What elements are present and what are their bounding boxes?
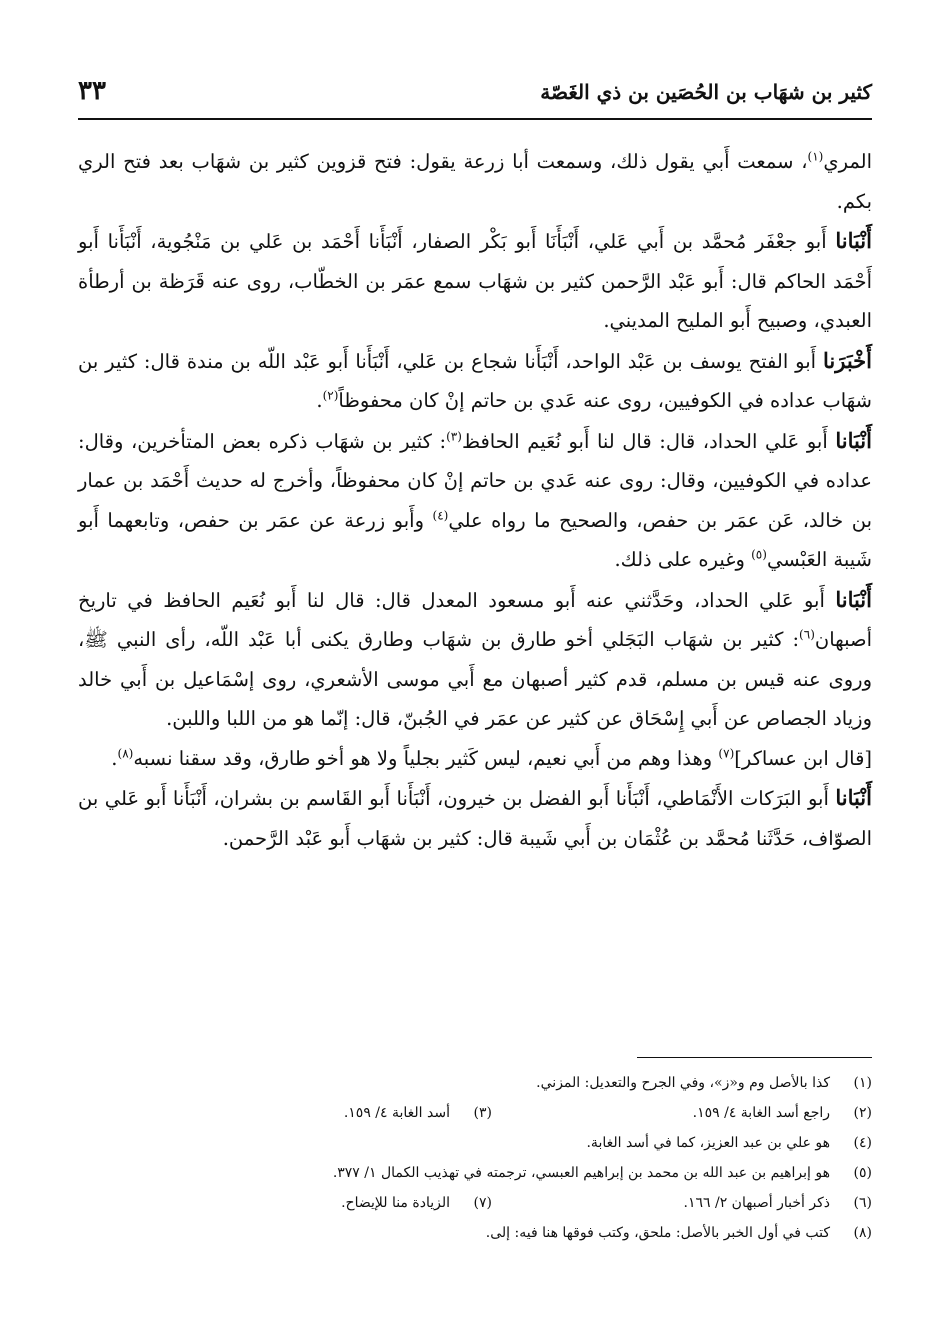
paragraph bbox=[78, 739, 872, 779]
text-run: أَبو عَلي الحداد، وحَدَّثني عنه أَبو مسعود المعدل قال: قال لنا أَبو نُعَيم الحافظ في تاريخ أصبهان bbox=[78, 588, 872, 651]
footnote-marker: (٦) bbox=[799, 627, 815, 642]
footnote-number: (٤) bbox=[853, 1135, 872, 1151]
text-run: أَبو جعْفَر مُحمَّد بن أَبي عَلي، أَنْبَأَنَا أَبو بَكْر الصفار، أَنْبَأَنا أَحْمَد بن عَلي بن مَنْجُوية، أَنْبَأَنا أَبو أَحْمَد الحاكم قال: أَبو عَبْد الرَّحمن كثير بن شهَاب سمع عمَر بن الخطّاب، روى عنه قَرَظة بن أرطأة العبدي، وصبيح أَبو المليح المديني. bbox=[78, 230, 872, 332]
text-run: : كثير بن شهَاب البَجَلي أخو طارق بن شهَاب وطارق يكنى أبا عَبْد اللّه، رأى النبي ﷺ، وروى عنه قيس بن مسلم، قدم كثير أصبهان مع أَبي موسى الأشعري، روى إسْمَاعيل بن أَبي خالد وزياد الجصاص عن أَبي إِسْحَاق عن كثير عن عمَر في الجُبنّ، قال: إنّما هو من اللبا واللبن. bbox=[78, 628, 872, 730]
chain-keyword: أَنْبَانا bbox=[835, 228, 872, 253]
text-run: أَبو عَلي الحداد، قال: قال لنا أَبو نُعَيم الحافظ bbox=[461, 429, 836, 453]
footnote bbox=[536, 1068, 872, 1098]
text-run: أَبو البَرَكات الأَنْمَاطي، أَنْبَأَنا أَبو الفضل بن خيرون، أَنْبَأَنا أَبو القَاسم بن بشران، أَنْبَأَنا أَبو عَلي بن الصوّاف، حَدَّثَنا مُحمَّد بن عُثْمَان بن أَبي شَيبة قال: كثير بن شهَاب أَبو عَبْد الرَّحمن. bbox=[78, 787, 872, 850]
page-number: ٣٣ bbox=[78, 76, 106, 106]
text-run: : كثير بن شهَاب ذكره بعض المتأخرين، وقال: عداده في الكوفيين، وقال: روى عنه عَدي بن حاتم إنْ كان محفوظاً، وأخرج له حديث أَحْمَد بن عمار بن خالد، عَن عمَر بن حفص، والصحيح ما رواه علي bbox=[78, 429, 872, 532]
footnote bbox=[344, 1098, 492, 1128]
text-run: [قال ابن عساكر] bbox=[734, 746, 872, 770]
footnote-row bbox=[78, 1128, 872, 1158]
footnote-number: (٢) bbox=[853, 1105, 872, 1121]
footnote-marker: (١) bbox=[807, 149, 824, 164]
text-run: . bbox=[111, 746, 118, 770]
footnote-marker: (٢) bbox=[322, 388, 339, 403]
main-text bbox=[78, 142, 872, 858]
footnote-marker: (٣) bbox=[446, 429, 462, 443]
footnote-row bbox=[78, 1068, 872, 1098]
footnote-number: (٥) bbox=[853, 1165, 872, 1181]
page-header bbox=[78, 72, 872, 120]
footnote-text: كتب في أول الخبر بالأصل: ملحق، وكتب فوقها هنا فيه: إلى. bbox=[485, 1225, 830, 1241]
footnote-number: (٧) bbox=[473, 1195, 492, 1211]
footnote-text: هو علي بن عبد العزيز، كما في أسد الغابة. bbox=[586, 1135, 830, 1151]
footnote-text: هو إبراهيم بن عبد الله بن محمد بن إبراهيم العبسي، ترجمته في تهذيب الكمال ١/ ٣٧٧. bbox=[332, 1165, 830, 1181]
footnote-number: (٦) bbox=[853, 1195, 872, 1211]
paragraph bbox=[78, 221, 872, 341]
footnote-row bbox=[78, 1218, 872, 1248]
text-run: وغيره على ذلك. bbox=[614, 548, 752, 571]
footnote-number: (٣) bbox=[473, 1105, 492, 1121]
text-run: وهذا وهم من أَبي نعيم، ليس كَثير بجلياً ولا هو أخو طارق، وقد سقنا نسبه bbox=[133, 746, 719, 770]
header-rule bbox=[78, 118, 872, 120]
footnote-text: كذا بالأصل وم و«ز»، وفي الجرح والتعديل: المزني. bbox=[536, 1075, 830, 1091]
footnote bbox=[492, 1188, 872, 1218]
footnote-text: ذكر أخبار أصبهان ٢/ ١٦٦. bbox=[683, 1195, 830, 1211]
footnote bbox=[341, 1188, 492, 1218]
footnote-marker: (٨) bbox=[117, 746, 134, 760]
footnote-number: (٨) bbox=[853, 1225, 872, 1241]
footnote bbox=[486, 1218, 872, 1248]
footnote-separator bbox=[637, 1057, 872, 1058]
running-title: كثير بن شهَاب بن الحُصَين بن ذي الغَصّة bbox=[540, 80, 872, 104]
footnote-text: الزيادة منا للإيضاح. bbox=[341, 1195, 450, 1211]
text-run: وأَبو زرعة عن عمَر بن حفص، وتابعهما أَبو شَيبة العَبْسي bbox=[78, 508, 872, 571]
footnote-text: أسد الغابة ٤/ ١٥٩. bbox=[343, 1105, 450, 1121]
footnote-marker: (٤) bbox=[432, 508, 449, 522]
chain-keyword: أَنْبَانا bbox=[835, 586, 872, 612]
chain-keyword: أَخْبَرَنا bbox=[823, 347, 872, 373]
paragraph bbox=[78, 580, 872, 739]
text-run: ، سمعت أَبي يقول ذلك، وسمعت أبا زرعة يقول: فتح قزوين كثير بن شهَاب بعد فتح الري بكم. bbox=[78, 150, 872, 213]
footnote-row bbox=[78, 1188, 872, 1218]
footnote-number: (١) bbox=[853, 1075, 872, 1091]
footnote bbox=[492, 1098, 872, 1128]
text-run: المري bbox=[823, 150, 872, 173]
text-run: . bbox=[316, 389, 323, 412]
chain-keyword: أَنْبَانا bbox=[835, 785, 872, 810]
footnote-row bbox=[78, 1098, 872, 1128]
footnotes bbox=[78, 1068, 872, 1248]
paragraph bbox=[78, 421, 872, 580]
footnote bbox=[586, 1128, 872, 1158]
footnote-marker: (٧) bbox=[718, 746, 735, 760]
footnote-row bbox=[78, 1158, 872, 1188]
footnote-marker: (٥) bbox=[751, 547, 767, 562]
chain-keyword: أَنْبَانا bbox=[835, 427, 872, 453]
paragraph bbox=[78, 778, 872, 858]
paragraph bbox=[78, 341, 872, 421]
text-run: أَبو الفتح يوسف بن عَبْد الواحد، أَنْبَأَنا شجاع بن عَلي، أَنْبَأَنا أَبو عَبْد اللّه بن مندة قال: كثير بن شهَاب عداده في الكوفيين، روى عنه عَدي بن حاتم إنْ كان محفوظاً bbox=[78, 349, 872, 412]
footnote bbox=[333, 1158, 872, 1188]
footnote-text: راجع أسد الغابة ٤/ ١٥٩. bbox=[692, 1105, 830, 1121]
paragraph bbox=[78, 142, 872, 221]
